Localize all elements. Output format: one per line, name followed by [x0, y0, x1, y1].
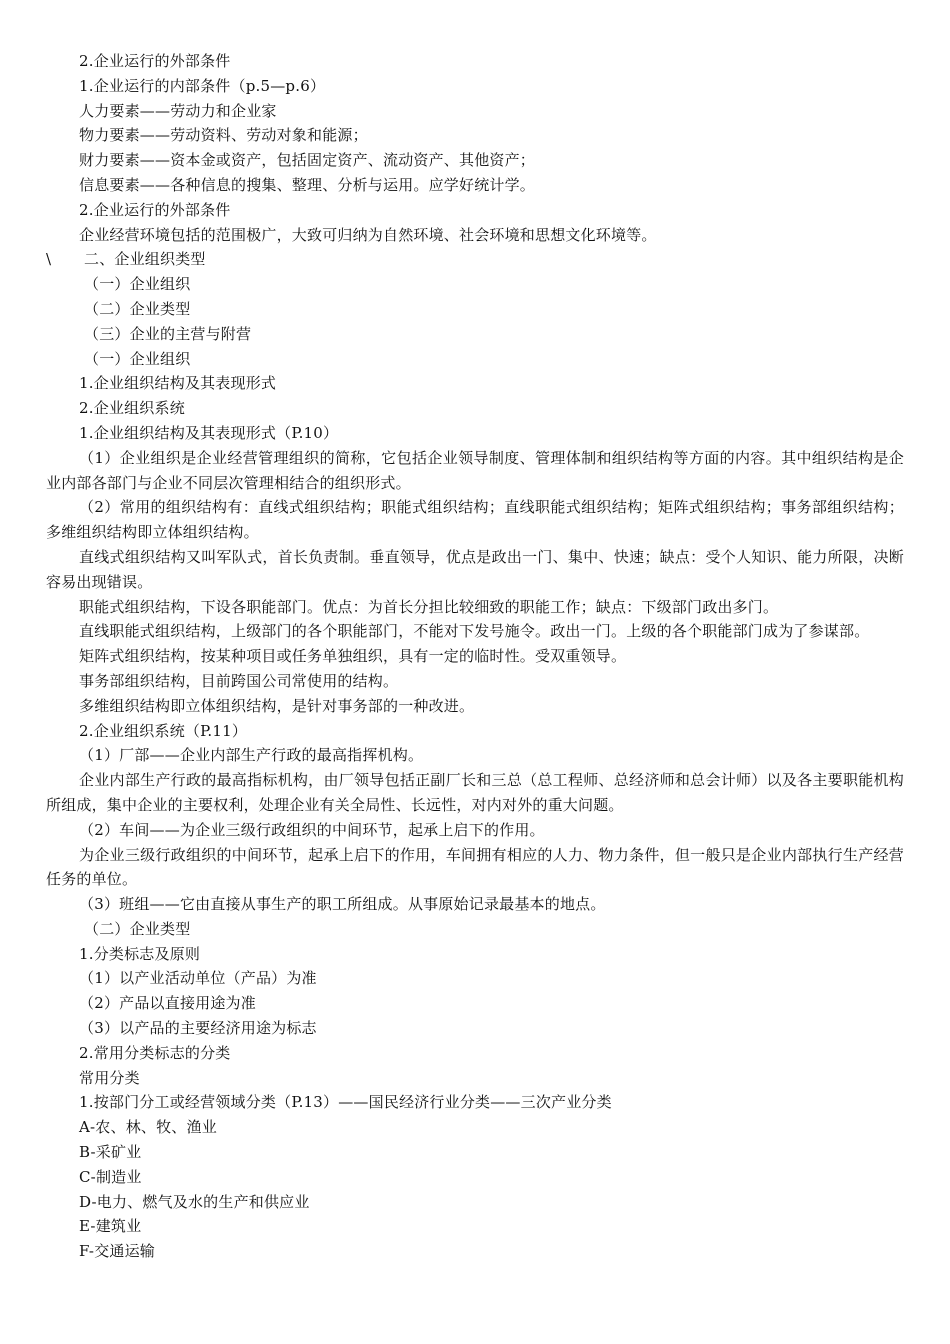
list-item: E-建筑业	[79, 1217, 142, 1236]
text-line: 1.按部门分工或经营领域分类（P.13）——国民经济行业分类——三次产业分类	[79, 1093, 612, 1112]
paragraph: 2.企业组织系统（P.11）	[79, 721, 248, 740]
text-line: 1.企业组织结构及其表现形式（P.10）	[79, 423, 339, 442]
paragraph: （1）厂部——企业内部生产行政的最高指挥机构。	[79, 746, 424, 765]
backslash-mark: \	[46, 250, 52, 269]
text-line: （1）以产业活动单位（产品）为准	[79, 969, 317, 988]
list-item: D-电力、燃气及水的生产和供应业	[79, 1192, 310, 1211]
text-line: 2.常用分类标志的分类	[79, 1043, 231, 1062]
paragraph: 直线职能式组织结构，上级部门的各个职能部门，不能对下发号施令。政出一门。上级的各个职能部门成为了参谋部。	[79, 622, 870, 641]
paragraph: 职能式组织结构，下设各职能部门。优点：为首长分担比较细致的职能工作；缺点：下级部门政出多门。	[79, 597, 779, 616]
paragraph: （1）企业组织是企业经营管理组织的简称，它包括企业领导制度、管理体制和组织结构等方面的内容。其中组织结构是企业内部各部门与企业不同层次管理相结合的组织形式。	[46, 448, 904, 492]
text-line: （2）产品以直接用途为准	[79, 994, 256, 1013]
text-line: 1.企业组织结构及其表现形式	[79, 374, 277, 393]
paragraph: 多维组织结构即立体组织结构，是针对事务部的一种改进。	[79, 696, 475, 715]
text-line: 信息要素——各种信息的搜集、整理、分析与运用。应学好统计学。	[79, 175, 536, 194]
text-line: 财力要素——资本金或资产，包括固定资产、流动资产、其他资产；	[79, 151, 536, 170]
text-line: 2.企业运行的外部条件	[79, 52, 231, 70]
list-item: F-交通运输	[79, 1242, 156, 1261]
document-body	[46, 49, 904, 1264]
text-line: 2.企业组织系统	[79, 399, 185, 418]
section-heading: 二、企业组织类型	[84, 250, 206, 269]
list-item: A-农、林、牧、渔业	[79, 1118, 217, 1137]
text-line: 物力要素——劳动资料、劳动对象和能源；	[79, 126, 368, 145]
outline-item: （一）企业组织	[84, 349, 191, 368]
list-item: C-制造业	[79, 1167, 142, 1186]
text-line: 1.企业运行的内部条件（p.5—p.6）	[79, 76, 326, 95]
text-line: （3）以产品的主要经济用途为标志	[79, 1019, 317, 1038]
paragraph: （3）班组——它由直接从事生产的职工所组成。从事原始记录最基本的地点。	[79, 895, 606, 914]
paragraph: 事务部组织结构，目前跨国公司常使用的结构。	[79, 671, 399, 690]
paragraph: 矩阵式组织结构，按某种项目或任务单独组织，具有一定的临时性。受双重领导。	[79, 647, 627, 666]
text-line: 2.企业运行的外部条件	[79, 200, 231, 219]
paragraph: （2）常用的组织结构有：直线式组织结构；职能式组织结构；直线职能式组织结构；矩阵式组织结构；事务部组织结构；多维组织结构即立体组织结构。	[46, 498, 904, 542]
outline-item: （二）企业类型	[84, 299, 191, 318]
list-item: B-采矿业	[79, 1143, 142, 1162]
outline-item: （二）企业类型	[84, 919, 191, 938]
paragraph: （2）车间——为企业三级行政组织的中间环节，起承上启下的作用。	[79, 820, 545, 839]
paragraph: 企业内部生产行政的最高指标机构，由厂领导包括正副厂长和三总（总工程师、总经济师和总会计师）以及各主要职能机构所组成，集中企业的主要权利，处理企业有关全局性、长远性，对内对外的重大问题。	[46, 771, 904, 814]
text-line: 人力要素——劳动力和企业家	[79, 101, 277, 120]
paragraph: 直线式组织结构又叫军队式，首长负责制。垂直领导，优点是政出一门、集中、快速；缺点：受个人知识、能力所限，决断容易出现错误。	[46, 547, 904, 591]
paragraph: 为企业三级行政组织的中间环节，起承上启下的作用，车间拥有相应的人力、物力条件，但一般只是企业内部执行生产经营任务的单位。	[46, 845, 904, 889]
outline-item: （三）企业的主营与附营	[84, 324, 252, 343]
section-heading-row	[46, 247, 904, 272]
text-line: 1.分类标志及原则	[79, 944, 201, 963]
text-line: 常用分类	[79, 1068, 140, 1087]
text-line: 企业经营环境包括的范围极广，大致可归纳为自然环境、社会环境和思想文化环境等。	[79, 225, 657, 244]
outline-item: （一）企业组织	[84, 275, 191, 294]
